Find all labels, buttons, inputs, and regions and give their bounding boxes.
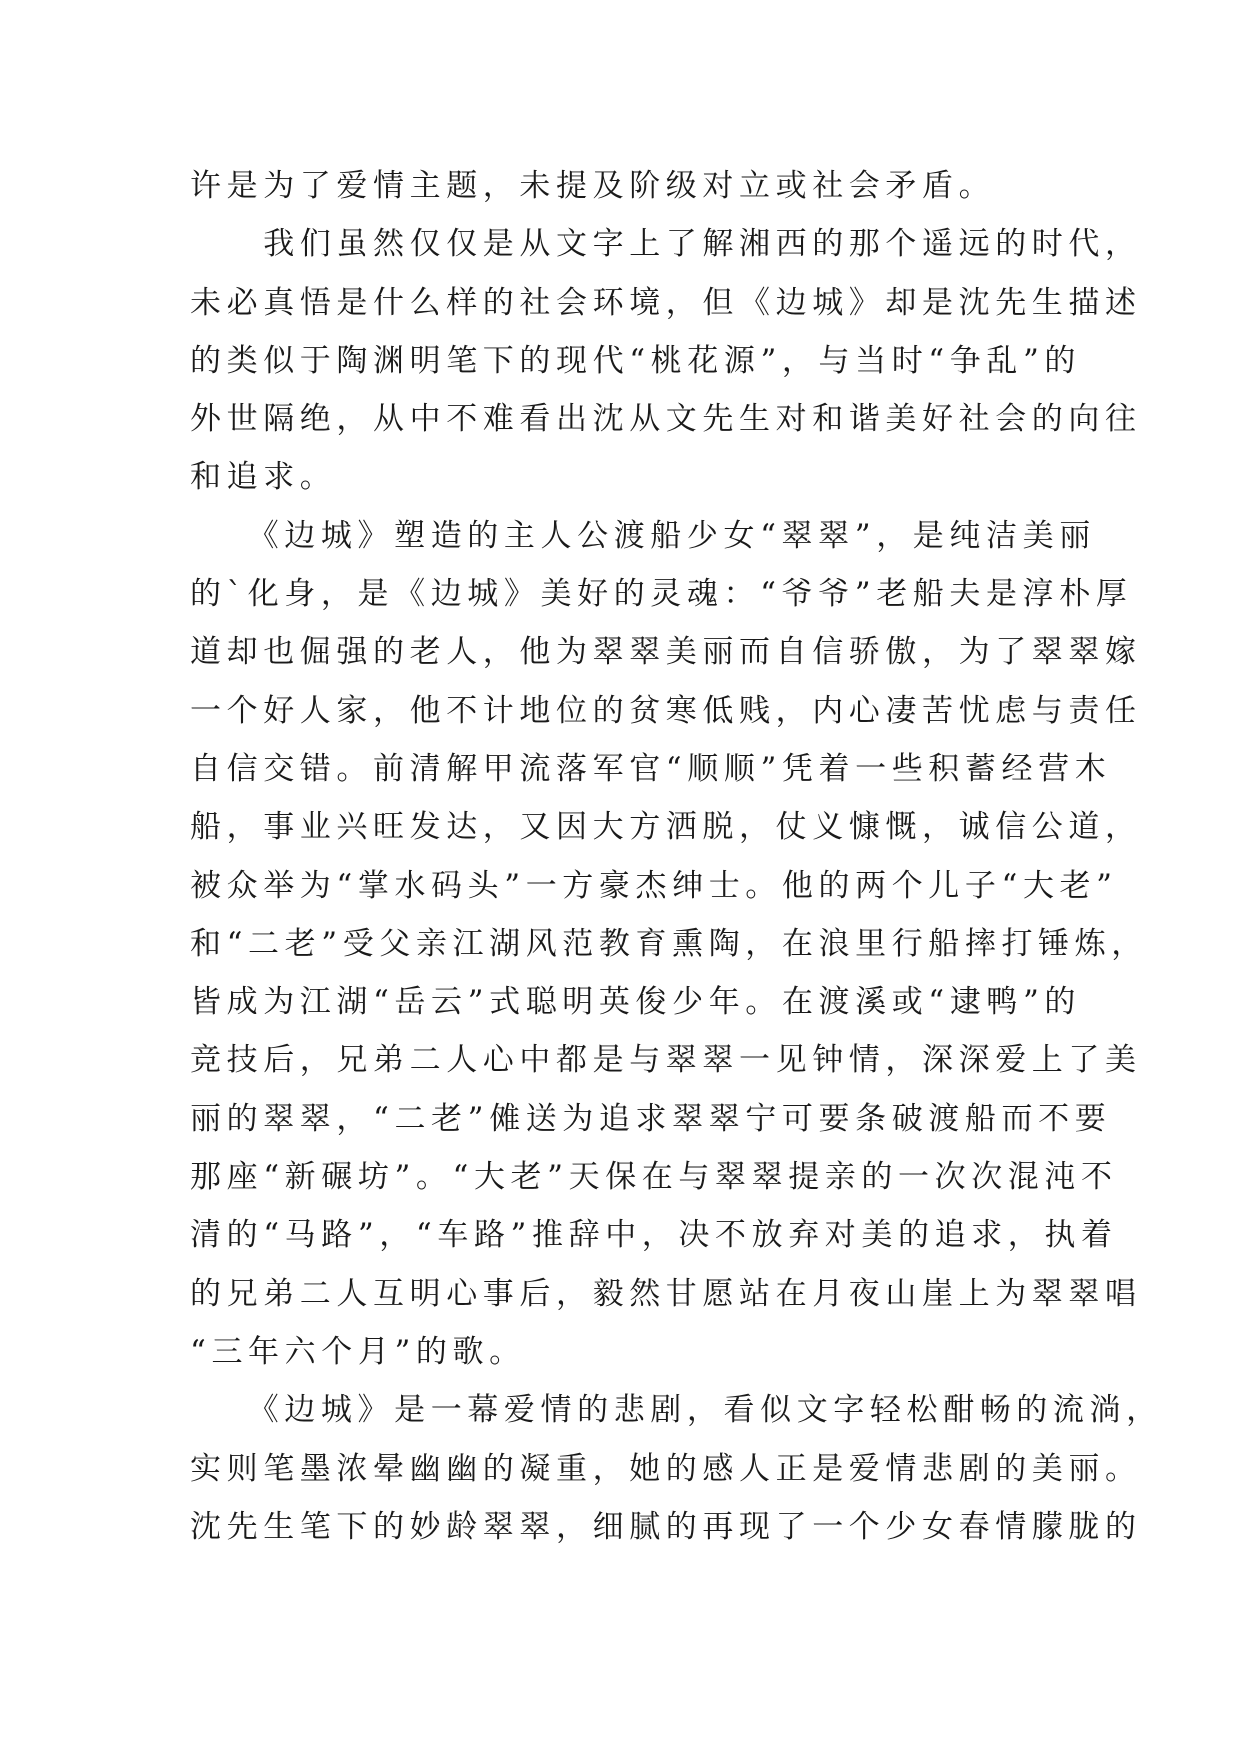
text-line: 竞技后，兄弟二人心中都是与翠翠一见钟情，深深爱上了美 — [190, 1042, 1142, 1079]
text-line: 那座“新碾坊”。“大老”天保在与翠翠提亲的一次次混沌不 — [190, 1159, 1118, 1196]
body-text — [190, 157, 1163, 1556]
text-line: 外世隔绝，从中不难看出沈从文先生对和谐美好社会的向往 — [190, 401, 1142, 438]
text-line: 清的“马路”，“车路”推辞中，决不放弃对美的追求，执着 — [190, 1217, 1118, 1254]
text-line: 丽的翠翠，“二老”傩送为追求翠翠宁可要条破渡船而不要 — [190, 1100, 1112, 1137]
text-line: 我们虽然仅仅是从文字上了解湘西的那个遥远的时代， — [190, 226, 1142, 263]
text-line: 沈先生笔下的妙龄翠翠，细腻的再现了一个少女春情朦胧的 — [190, 1508, 1142, 1545]
text-line: 被众举为“掌水码头”一方豪杰绅士。他的两个儿子“大老” — [190, 867, 1118, 904]
text-line: 《边城》是一幕爱情的悲剧，看似文字轻松酣畅的流淌， — [190, 1392, 1163, 1429]
text-line: 的兄弟二人互明心事后，毅然甘愿站在月夜山崖上为翠翠唱 — [190, 1275, 1142, 1312]
text-line: 《边城》塑造的主人公渡船少女“翠翠”，是纯洁美丽 — [190, 517, 1096, 554]
text-line: 和“二老”受父亲江湖风范教育熏陶，在浪里行船摔打锤炼， — [190, 925, 1148, 962]
text-line: 皆成为江湖“岳云”式聪明英俊少年。在渡溪或“逮鸭”的 — [190, 984, 1081, 1021]
text-line: 的类似于陶渊明笔下的现代“桃花源”，与当时“争乱”的 — [190, 342, 1081, 379]
text-line: 自信交错。前清解甲流落军官“顺顺”凭着一些积蓄经营木 — [190, 750, 1112, 787]
text-line: “三年六个月”的歌。 — [190, 1333, 526, 1370]
text-line: 一个好人家，他不计地位的贫寒低贱，内心凄苦忧虑与责任 — [190, 692, 1142, 729]
text-line: 和追求。 — [190, 459, 337, 496]
text-line: 实则笔墨浓晕幽幽的凝重，她的感人正是爱情悲剧的美丽。 — [190, 1450, 1142, 1487]
text-line: 道却也倔强的老人，他为翠翠美丽而自信骄傲，为了翠翠嫁 — [190, 634, 1142, 671]
text-line: 许是为了爱情主题，未提及阶级对立或社会矛盾。 — [190, 168, 996, 204]
text-line: 未必真悟是什么样的社会环境，但《边城》却是沈先生描述 — [190, 284, 1142, 321]
text-line: 的`化身，是《边城》美好的灵魂：“爷爷”老船夫是淳朴厚 — [190, 576, 1133, 613]
text-line: 船，事业兴旺发达，又因大方洒脱，仗义慷慨，诚信公道， — [190, 809, 1142, 846]
